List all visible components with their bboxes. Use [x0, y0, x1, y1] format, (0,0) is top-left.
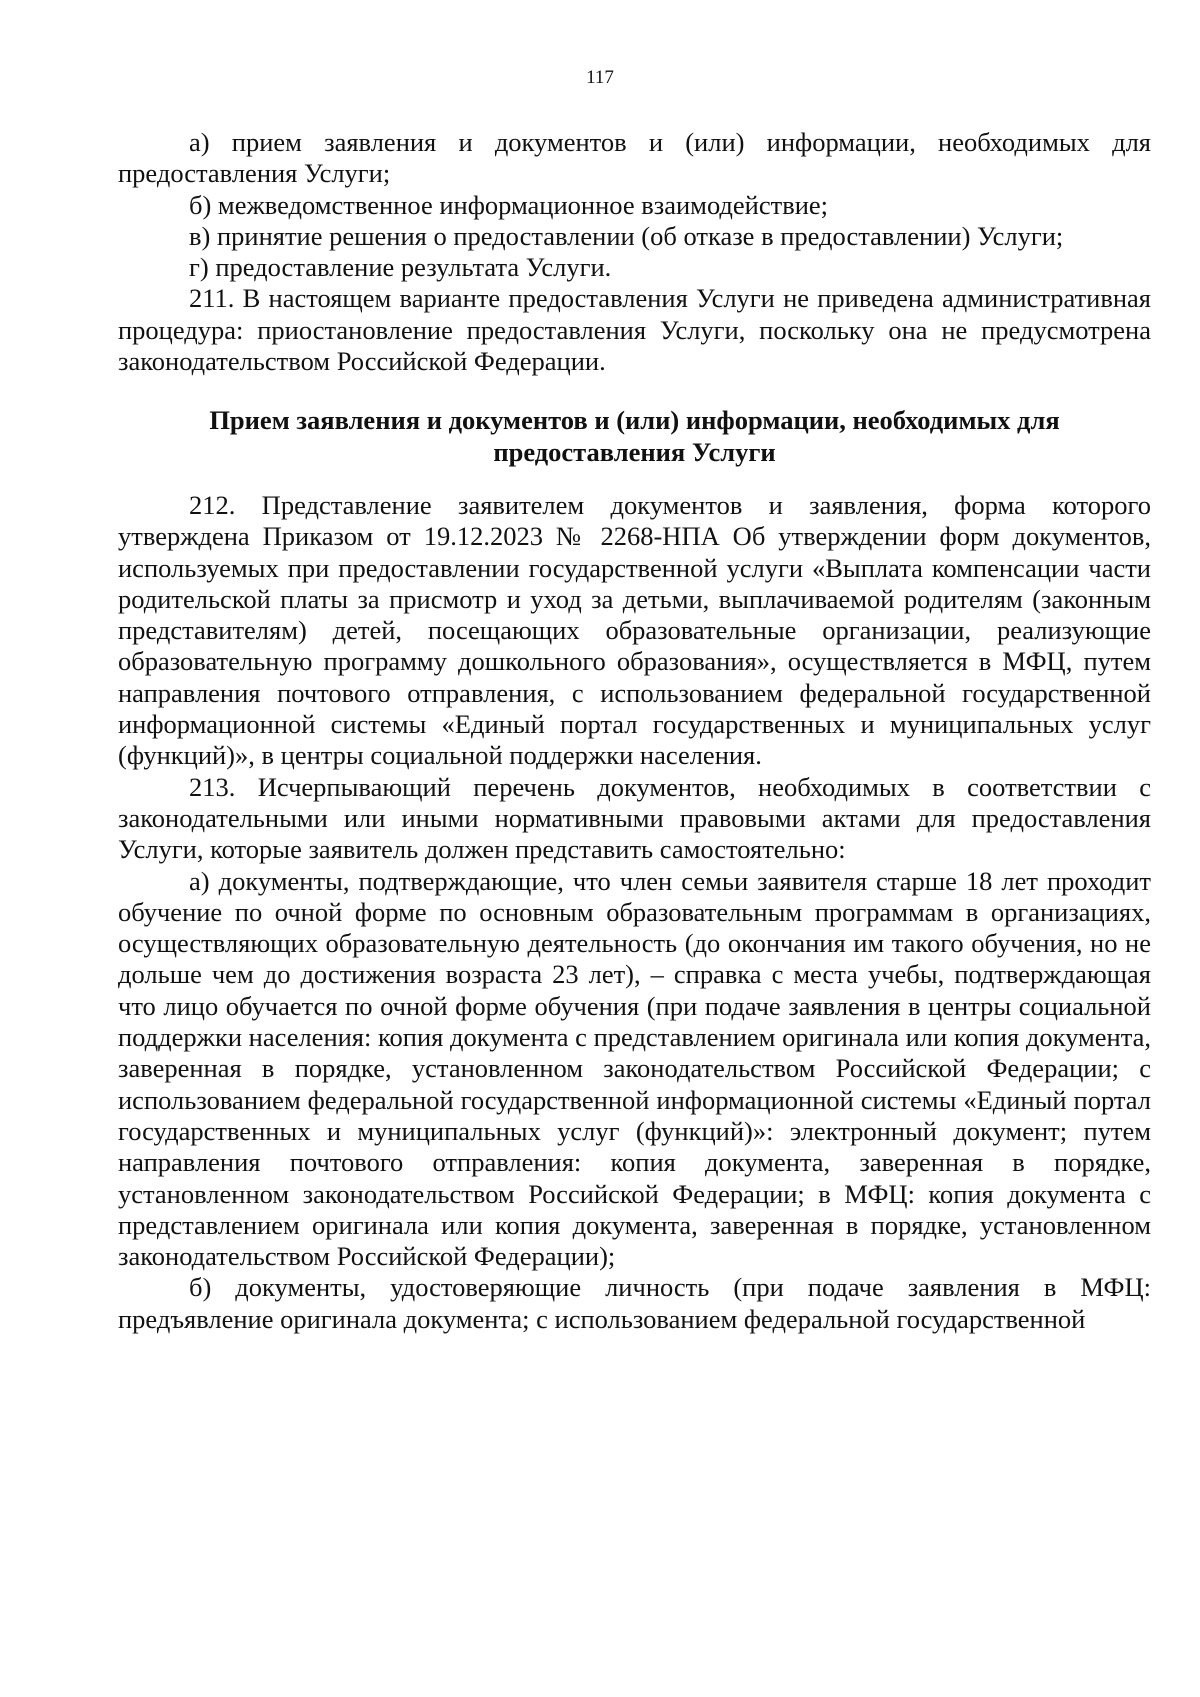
paragraph-212: 212. Представление заявителем документов и заявления, форма которого утверждена Приказом от 19.12.2023 № 2268-НПА Об утверждении форм документов, используемых при предоставлении государственной услуги «Выплата компенсации части родительской платы за присмотр и уход за детьми, выплачиваемой родителям (законным представителям) детей, посещающих образовательные организации, реализующие образовательную программу дошкольного образования», осуществляется в МФЦ, путем направления почтового отправления, с использованием федеральной государственной информационной системы «Единый портал государственных и муниципальных услуг (функций)», в центры социальной поддержки населения. — [118, 489, 1151, 771]
list-item-b: б) межведомственное информационное взаимодействие; — [189, 189, 829, 220]
page-number: 117 — [586, 67, 614, 88]
paragraph-213: 213. Исчерпывающий перечень документов, необходимых в соответствии с законодательными или иными нормативными правовыми актами для предоставления Услуги, которые заявитель должен представить самостоятельно: — [118, 771, 1151, 865]
paragraph-211: 211. В настоящем варианте предоставления Услуги не приведена административная процедура: приостановление предоставления Услуги, поскольку она не предусмотрена законодательством Российской Федерации. — [118, 283, 1151, 377]
paragraph-213-item-b: б) документы, удостоверяющие личность (при подаче заявления в МФЦ: предъявление оригинала документа; с использованием федеральной государственной — [118, 1272, 1151, 1334]
section-heading-line-2: предоставления Услуги — [493, 436, 776, 467]
section-heading — [118, 405, 1151, 468]
paragraph-213-item-a: а) документы, подтверждающие, что член семьи заявителя старше 18 лет проходит обучение по очной форме по основным образовательным программам в организациях, осуществляющих образовательную деятельность (до окончания им такого обучения, но не дольше чем до достижения возраста 23 лет), – справка с места учебы, подтверждающая что лицо обучается по очной форме обучения (при подаче заявления в центры социальной поддержки населения: копия документа с представлением оригинала или копия документа, заверенная в порядке, установленном законодательством Российской Федерации; с использованием федеральной государственной информационной системы «Единый портал государственных и муниципальных услуг (функций)»: электронный документ; путем направления почтового отправления: копия документа, заверенная в порядке, установленном законодательством Российской Федерации; в МФЦ: копия документа с представлением оригинала или копия документа, заверенная в порядке, установленном законодательством Российской Федерации); — [118, 865, 1151, 1272]
list-item-g: г) предоставление результата Услуги. — [189, 252, 612, 283]
list-item-a: а) прием заявления и документов и (или) информации, необходимых для предоставления Услуги; — [118, 127, 1151, 189]
document-body — [118, 127, 1151, 1335]
section-heading-line-1: Прием заявления и документов и (или) информации, необходимых для — [209, 405, 1060, 436]
list-item-v: в) принятие решения о предоставлении (об отказе в предоставлении) Услуги; — [189, 220, 1064, 251]
